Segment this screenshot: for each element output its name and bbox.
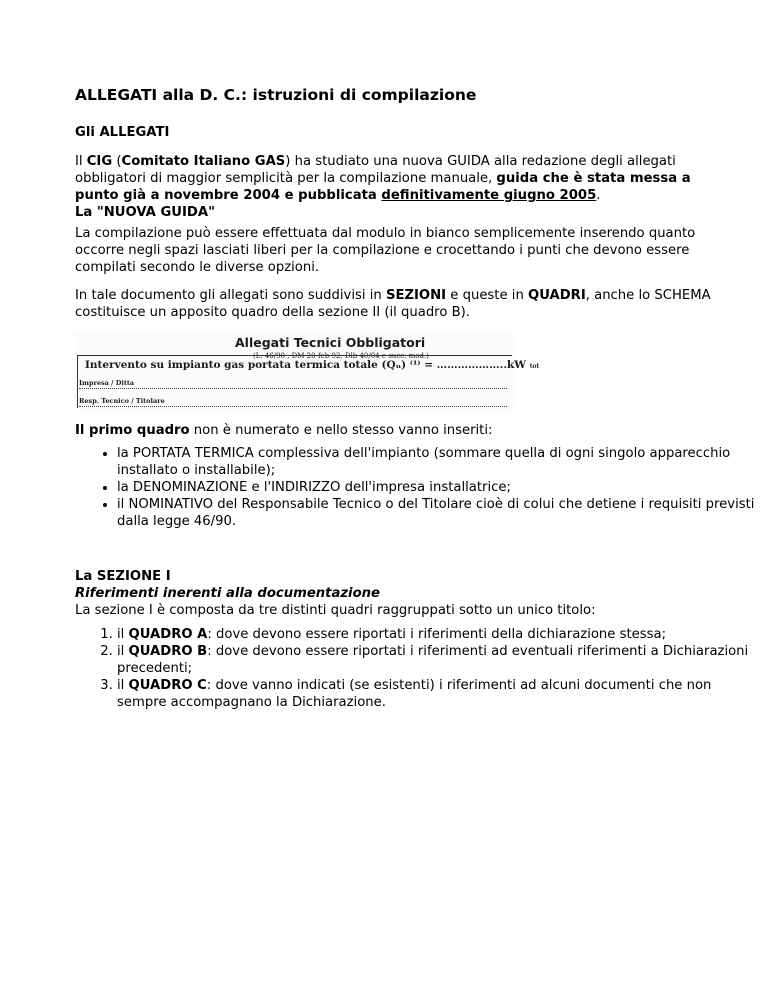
item-text: : dove devono essere riportati i riferimenti ad eventuali riferimenti a Dichiarazioni precedenti;: [117, 644, 749, 676]
form-intervento-unit: tot: [529, 363, 540, 370]
cig-full-name: Comitato Italiano GAS: [121, 154, 286, 169]
quadro-b-label: QUADRO B: [128, 644, 208, 659]
form-dotted-line: [79, 388, 507, 389]
primo-quadro-bold: Il primo quadro: [75, 423, 190, 438]
sezione-subheading: Riferimenti inerenti alla documentazione: [75, 586, 380, 601]
list-item: [117, 677, 757, 711]
compilazione-paragraph: La compilazione può essere effettuata dal modulo in bianco semplicemente inserendo quanto occorre negli spazi lasciati liberi per la compilazione e crocettando i punti che devono essere compilati secondo le diverse opzioni.: [75, 226, 696, 275]
intro-text-4: .: [596, 188, 601, 203]
intro-text-2: (: [112, 154, 122, 169]
documento-text-2: e queste in: [446, 288, 528, 303]
primo-quadro-list: [75, 445, 757, 530]
documento-text-1: In tale documento gli allegati sono suddivisi in: [75, 288, 386, 303]
item-prefix: il: [117, 678, 129, 693]
list-item: • la DENOMINAZIONE e l'INDIRIZZO dell'impresa installatrice;: [117, 479, 757, 496]
allegati-heading: Gli ALLEGATI: [75, 125, 170, 140]
item-prefix: il: [117, 644, 129, 659]
form-intervento-text: Intervento su impianto gas portata termica totale (Qₙ) ⁽¹⁾ = ………………..kW: [85, 359, 527, 371]
nuova-guida-label: La "NUOVA GUIDA": [75, 205, 215, 220]
primo-quadro-paragraph: [75, 422, 715, 439]
intro-paragraph: [75, 153, 715, 221]
quadro-a-label: QUADRO A: [128, 627, 208, 642]
documento-paragraph: [75, 287, 715, 321]
intro-text-1: Il: [75, 154, 87, 169]
page-title: ALLEGATI alla D. C.: istruzioni di compilazione: [75, 86, 477, 104]
form-impresa-label: Impresa / Ditta: [79, 379, 135, 387]
sezioni-term: SEZIONI: [385, 288, 447, 303]
sezione-heading: La SEZIONE I: [75, 569, 171, 584]
cig-abbrev: CIG: [86, 154, 113, 169]
documento-text-3: , anche lo SCHEMA costituisce un apposito quadro della sezione II (il quadro B).: [75, 288, 711, 320]
list-item: • la PORTATA TERMICA complessiva dell'impianto (sommare quella di ogni singolo apparecchio installato o installabile);: [117, 445, 757, 479]
form-scan-image: [75, 333, 540, 410]
primo-quadro-text: non è numerato e nello stesso vanno inseriti:: [189, 423, 493, 438]
quadri-term: QUADRI: [528, 288, 586, 303]
sezione-intro: La sezione I è composta da tre distinti quadri raggruppati sotto un unico titolo:: [75, 603, 596, 618]
list-item: [117, 626, 757, 643]
form-intervento: [85, 357, 539, 375]
sezione-quadri-list: [75, 626, 757, 711]
item-text: : dove vanno indicati (se esistenti) i riferimenti ad alcuni documenti che non sempre accompagnano la Dichiarazione.: [117, 678, 712, 710]
form-law-ref: (L. 46/90 , DM 20-feb-92, Dlb 40/04 e succ. mod.): [253, 352, 429, 360]
intro-text-3: ) ha studiato una nuova GUIDA alla redazione degli allegati obbligatori di maggior semplicità per la compilazione manuale,: [75, 154, 676, 186]
list-item: [117, 643, 757, 677]
list-item: • il NOMINATIVO del Responsabile Tecnico o del Titolare cioè di colui che detiene i requisiti previsti dalla legge 46/90.: [117, 496, 757, 530]
guida-bold-text: guida che è stata messa a punto già a novembre 2004 e pubblicata: [75, 171, 691, 203]
item-text: : dove devono essere riportati i riferimenti della dichiarazione stessa;: [207, 627, 667, 642]
quadro-c-label: QUADRO C: [128, 678, 207, 693]
form-dotted-line: [79, 406, 507, 407]
form-title: Allegati Tecnici Obbligatori: [235, 335, 426, 350]
definitivamente-text: definitivamente giugno 2005: [381, 188, 597, 203]
form-resp-label: Resp. Tecnico / Titolare: [79, 397, 165, 405]
item-prefix: il: [117, 627, 129, 642]
